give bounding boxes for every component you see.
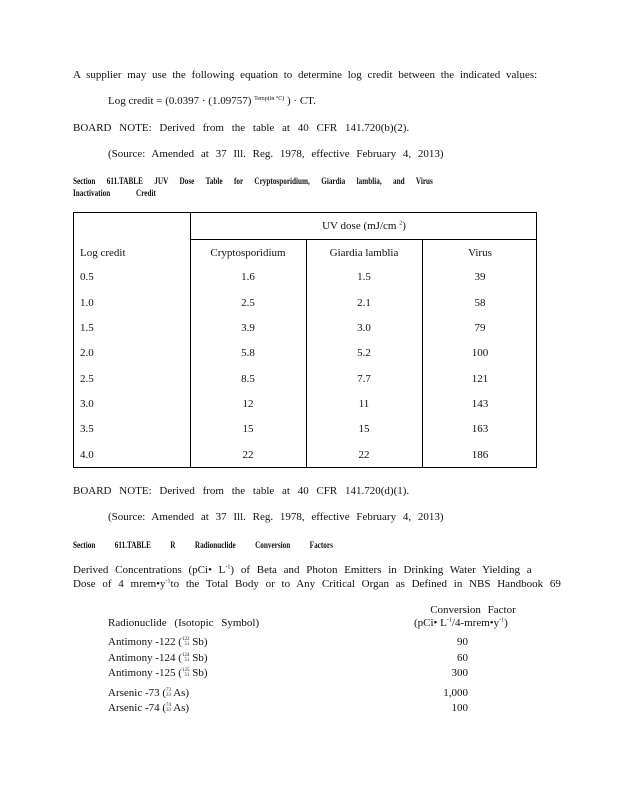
virus-cell: 163 (471, 423, 489, 435)
cryptosporidium-cell: 5.8 (241, 347, 255, 359)
equation-rhs: ) · CT. (287, 95, 316, 107)
column-header-giardia: Giardia lamblia (329, 247, 399, 259)
log-credit-cell: 4.0 (80, 449, 94, 461)
virus-cell: 79 (474, 322, 486, 334)
board-note-1: BOARD NOTE: Derived from the table at 40 CFR 141.720(b)(2). (73, 122, 410, 134)
giardia-cell: 1.5 (357, 271, 371, 283)
conversion-factor-value: 300 (451, 667, 468, 679)
conversion-factor-value: 90 (457, 636, 468, 648)
cryptosporidium-cell: 12 (242, 398, 254, 410)
virus-cell: 121 (471, 373, 489, 385)
column-header-conversion-factor: Conversion Factor (430, 604, 516, 616)
log-credit-cell: 2.5 (80, 373, 94, 385)
log-credit-cell: 2.0 (80, 347, 94, 359)
radionuclide-name: Arsenic -74 (74 33 As) (108, 702, 190, 714)
intro-text: A supplier may use the following equation to determine log credit between the indicated values: (73, 69, 538, 81)
virus-cell: 58 (474, 297, 486, 309)
column-header-radionuclide: Radionuclide (Isotopic Symbol) (108, 617, 260, 629)
cryptosporidium-cell: 15 (242, 423, 254, 435)
virus-cell: 39 (474, 271, 486, 283)
radionuclide-name: Antimony -122 (122 51 Sb) (108, 636, 208, 648)
table1-group-divider (190, 239, 536, 240)
cryptosporidium-cell: 8.5 (241, 373, 255, 385)
giardia-cell: 3.0 (357, 322, 371, 334)
table2-description-line2: Dose of 4 $mrem•y^{-1}to$ the Total Body or to Any Critical Organ as Defined in NBS Handbook 69 (73, 578, 561, 590)
table1-caption-line1: Section 611.TABLE JUV Dose Table for Cryptosporidium, Giardia lamblia, and Virus (73, 176, 433, 186)
isotope-numbers: 124 51 (181, 653, 190, 664)
giardia-cell: 2.1 (357, 297, 371, 309)
equation-lhs: Log credit = (0.0397 · (1.09757) (108, 95, 252, 107)
cryptosporidium-cell: 1.6 (241, 271, 255, 283)
radionuclide-name: Antimony -124 (124 51 Sb) (108, 652, 208, 664)
conversion-factor-value: 100 (451, 702, 468, 714)
log-credit-cell: 1.5 (80, 322, 94, 334)
column-header-conversion-units: (pCi• $L^{-1}/4-mrem•y^{-1}$) (414, 617, 508, 629)
isotope-numbers: 125 51 (181, 668, 190, 679)
giardia-cell: 7.7 (357, 373, 371, 385)
table2-caption: Section 611.TABLE R Radionuclide Conversion Factors (73, 540, 333, 550)
uv-dose-table (73, 212, 537, 468)
table2-description-line1: Derived Concentrations (pCi• $L^{-1}$) of Beta and Photon Emitters in Drinking Water Yielding a (73, 564, 532, 576)
cryptosporidium-cell: 2.5 (241, 297, 255, 309)
log-credit-cell: 3.5 (80, 423, 94, 435)
virus-cell: 100 (471, 347, 489, 359)
isotope-numbers: 122 51 (181, 637, 190, 648)
conversion-factor-value: 1,000 (443, 687, 468, 699)
radionuclide-name: Arsenic -73 (73 33 As) (108, 687, 190, 699)
log-credit-equation (108, 95, 316, 107)
column-header-cryptosporidium: Cryptosporidium (210, 247, 286, 259)
source-note-1: (Source: Amended at 37 Ill. Reg. 1978, effective February 4, 2013) (108, 148, 444, 160)
source-note-2: (Source: Amended at 37 Ill. Reg. 1978, effective February 4, 2013) (108, 511, 444, 523)
cryptosporidium-cell: 3.9 (241, 322, 255, 334)
giardia-cell: 22 (358, 449, 370, 461)
board-note-2: BOARD NOTE: Derived from the table at 40 CFR 141.720(d)(1). (73, 485, 410, 497)
column-header-log-credit: Log credit (80, 247, 126, 259)
virus-cell: 186 (471, 449, 489, 461)
column-header-virus: Virus (468, 247, 492, 259)
log-credit-cell: 1.0 (80, 297, 94, 309)
log-credit-cell: 0.5 (80, 271, 94, 283)
giardia-cell: 5.2 (357, 347, 371, 359)
equation-exponent: Temp(in °C) (254, 96, 285, 102)
conversion-factor-value: 60 (457, 652, 468, 664)
uv-dose-group-header: UV dose (mJ/cm $^2$) (322, 220, 406, 232)
table1-caption-line2: Inactivation Credit (73, 188, 156, 198)
isotope-numbers: 74 33 (166, 703, 172, 714)
virus-cell: 143 (471, 398, 489, 410)
isotope-numbers: 73 33 (166, 688, 172, 699)
log-credit-cell: 3.0 (80, 398, 94, 410)
giardia-cell: 15 (358, 423, 370, 435)
radionuclide-name: Antimony -125 (125 51 Sb) (108, 667, 208, 679)
giardia-cell: 11 (358, 398, 370, 410)
cryptosporidium-cell: 22 (242, 449, 254, 461)
